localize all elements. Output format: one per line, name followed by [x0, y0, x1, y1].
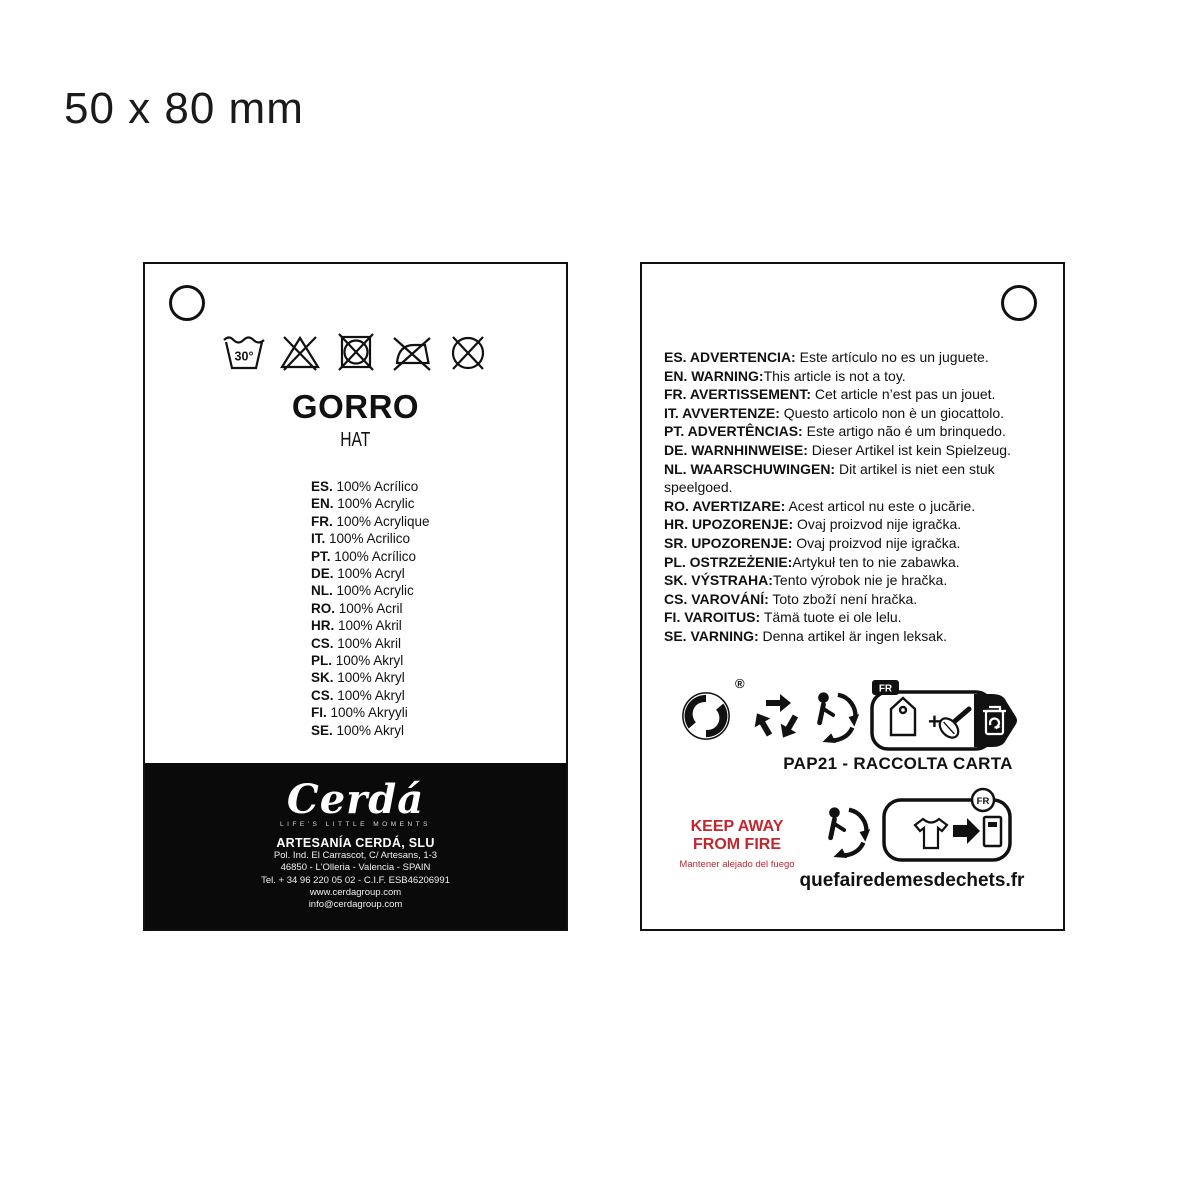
tag-hole: [1001, 285, 1037, 321]
composition-line: HR. 100% Akril: [311, 618, 402, 634]
recycling-icons-row: [680, 676, 1022, 752]
composition-line: CS. 100% Akryl: [311, 687, 405, 703]
warning-line: SE. VARNING: Denna artikel är ingen leksak.: [664, 627, 947, 644]
do-not-dry-clean-icon: [446, 332, 490, 372]
brand-tagline: LIFE'S LITTLE MOMENTS: [280, 821, 431, 828]
care-symbols-row: [145, 332, 566, 372]
warning-line: HR. UPOZORENJE: Ovaj proizvod nije igračka.: [664, 516, 962, 533]
warning-line: NL. WAARSCHUWINGEN: Dit artikel is niet een stuk speelgoed.: [664, 460, 995, 496]
composition-line: PL. 100% Akryl: [311, 653, 404, 669]
company-email: info@cerdagroup.com: [308, 899, 403, 911]
size-label: 50 x 80 mm: [64, 84, 304, 133]
composition-line: FR. 100% Acrylique: [311, 513, 430, 529]
recycle-mobius-icon: [752, 690, 802, 742]
tag-hole: [169, 285, 205, 321]
donate-textile-icon: [882, 786, 1022, 866]
company-website: www.cerdagroup.com: [309, 886, 402, 898]
company-address-line: Pol. Ind. El Carrascot, C/ Artesans, 1-3: [273, 850, 438, 861]
t-shirt-glyph: [915, 819, 947, 848]
warning-line: CS. VAROVÁNÍ: Toto zboží není hračka.: [664, 590, 918, 607]
warning-line: RO. AVERTIZARE: Acest articol nu este o jucărie.: [664, 497, 976, 514]
warning-line: FR. AVERTISSEMENT: Cet article n’est pas un jouet.: [664, 386, 996, 403]
composition-line: SK. 100% Akryl: [311, 670, 405, 686]
fire-warning: [670, 818, 804, 870]
warning-line: PT. ADVERTÊNCIAS: Este artigo não é um brinquedo.: [664, 423, 1006, 440]
company-name: ARTESANÍA CERDÁ, SLU: [276, 836, 435, 850]
warning-line: DE. WARNHINWEISE: Dieser Artikel ist kein Spielzeug.: [664, 441, 1011, 458]
warning-line: IT. AVVERTENZE: Questo articolo non è un giocattolo.: [664, 404, 1005, 421]
warnings-list: [664, 348, 1056, 646]
product-subtitle-text: HAT: [340, 429, 371, 451]
cord-glyph: [936, 709, 969, 741]
composition-line: SE. 100% Akryl: [311, 722, 405, 738]
fire-warning-subtitle: Mantener alejado del fuego: [679, 859, 795, 870]
info-tri-paper-sorting-icon: [870, 680, 1022, 752]
donation-container-glyph: [984, 817, 1001, 846]
do-not-tumble-dry-icon: [334, 332, 378, 372]
wash-temp-label: 30°: [234, 349, 253, 364]
composition-line: CS. 100% Akril: [311, 635, 402, 651]
product-title: GORRO: [291, 388, 420, 425]
composition-line: DE. 100% Acryl: [311, 566, 405, 582]
composition-line: EN. 100% Acrylic: [311, 496, 415, 512]
hang-tag-glyph: [891, 698, 915, 735]
green-dot-icon: [680, 690, 732, 742]
registered-trademark-symbol: ®: [735, 676, 745, 691]
fr-badge-label: FR: [976, 796, 990, 807]
cerda-logo: Cerdá: [286, 776, 425, 823]
brand-footer: [145, 763, 566, 929]
do-not-bleach-icon: [278, 332, 322, 372]
sorting-info-url: quefairedemesdechets.fr: [799, 870, 1025, 891]
triman-icon: [809, 687, 863, 745]
composition-line: RO. 100% Acril: [311, 600, 403, 616]
warning-line: PL. OSTRZEŻENIE:Artykuł ten to nie zabawka.: [664, 553, 960, 570]
fire-warning-line1: KEEP AWAY: [690, 818, 784, 835]
warning-line: ES. ADVERTENCIA: Este artículo no es un juguete.: [664, 349, 989, 365]
warning-line: EN. WARNING:This article is not a toy.: [664, 367, 906, 384]
do-not-iron-icon: [390, 332, 434, 372]
product-subtitle: [145, 429, 566, 452]
company-phone-cif-line: Tel. + 34 96 220 05 02 - C.I.F. ESB46206991: [261, 874, 450, 886]
warning-line: FI. VAROITUS: Tämä tuote ei ole lelu.: [664, 609, 902, 626]
triman-icon: [820, 802, 874, 865]
plus-sign: +: [927, 709, 941, 734]
pap21-sorting-label: PAP21 - RACCOLTA CARTA: [783, 754, 1013, 773]
warning-line: SR. UPOZORENJE: Ovaj proizvod nije igračka.: [664, 534, 961, 551]
composition-line: PT. 100% Acrílico: [311, 548, 417, 564]
arrow-right-glyph: [953, 818, 980, 844]
composition-line: NL. 100% Acrylic: [311, 583, 414, 599]
warning-line: SK. VÝSTRAHA:Tento výrobok nie je hračka.: [664, 572, 948, 589]
textile-sorting-row: [820, 786, 1022, 866]
composition-line: FI. 100% Akryyli: [311, 705, 408, 721]
company-address-line: 46850 - L'Olleria - Valencia - SPAIN: [280, 862, 431, 874]
composition-line: ES. 100% Acrílico: [311, 479, 419, 494]
hang-tag-front: [143, 262, 568, 931]
fire-warning-line2: FROM FIRE: [693, 836, 781, 853]
composition-line: IT. 100% Acrilico: [311, 531, 411, 547]
hang-tag-back: [640, 262, 1065, 931]
composition-list: [311, 478, 430, 739]
wash-30-icon: [222, 332, 266, 372]
fr-flag-label: FR: [878, 683, 892, 695]
